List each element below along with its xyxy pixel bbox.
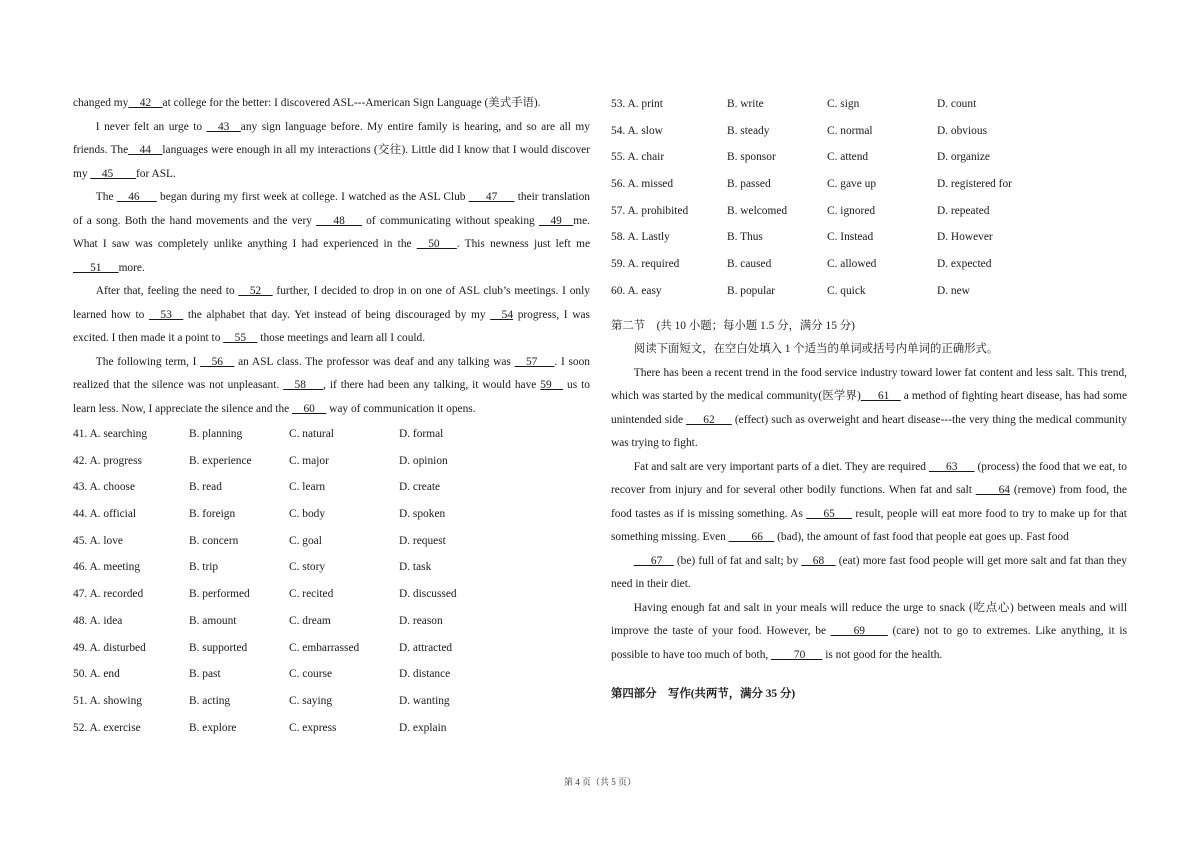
option-row-44: 44. A. official B. foreign C. body D. spoken [73,508,446,521]
passage-paragraph-4: After that, feeling the need to __52__ further, I decided to drop in on one of ASL club’s meetings. I only learned how to __53__ the alphabet that day. Yet instead of being discouraged by my __54 progress, I was excited. I then made it a point to __55__ those meetings and learn all I could. [73,285,590,344]
option-row-54: 54. A. slow B. steady C. normal D. obvious [611,124,987,137]
blank-66: ____66__ [728,531,775,543]
blank-62: ___62___ [686,413,732,426]
section-two-title: 第二节 (共 10 小题；每小题 1.5 分，满分 15 分) [611,319,855,332]
passage-paragraph-5: The following term, I __56__ an ASL class. The professor was deaf and any talking was __57___. I soon realized that the silence was not unpleasant. __58___, if there had been any talking, it would have 59__ us to learn less. Now, I appreciate the silence and the __60__ way of communication it opens. [73,355,591,415]
passage-paragraph-3: The __46___ began during my first week at college. I watched as the ASL Club ___47___ their translation of a song. Both the hand movements and the very ___48___ of communicating without speaking __49__me. What I saw was completely unlike anything I had experienced in the __50___. This newness just left me ___51___more. [73,191,590,274]
blank-43: __43__ [206,120,241,133]
blank-52: __52__ [238,285,273,297]
blank-53: __53__ [149,308,184,321]
blank-58: __58___ [283,379,324,391]
options-list-41-52 [73,421,590,741]
blank-64: ____64 [975,484,1010,496]
right-column [611,91,1127,707]
blank-65: ___65___ [806,507,852,520]
part-four-title: 第四部分 写作(共两节，满分 35 分) [611,688,796,700]
blank-57: __57___ [514,355,555,368]
blank-48: ___48___ [316,214,362,227]
blank-60: __60__ [292,402,327,415]
blank-51: ___51___ [73,261,119,274]
option-row-55: 55. A. chair B. sponsor C. attend D. organize [611,151,990,164]
blank-49: __49__ [539,214,574,227]
option-row-45: 45. A. love B. concern C. goal D. request [73,534,446,547]
blank-44: __44__ [128,144,163,156]
blank-46: __46___ [116,191,157,203]
options-list-53-60 [611,91,1127,305]
passage-paragraph-2: I never felt an urge to __43__any sign language before. My entire family is hearing, and so are all my friends. The__44__languages were enough in all my interactions (交往). Little did I know that I would discover my __45____for ASL. [73,120,590,180]
left-column [73,90,590,741]
page-footer: 第 4 页（共 5 页） [563,777,636,787]
blank-47: ___47___ [468,191,515,203]
option-row-53: 53. A. print B. write C. sign D. count [611,98,977,110]
blank-69: ____69____ [830,625,888,637]
option-row-41: 41. A. searching B. planning C. natural D. formal [73,428,444,440]
blank-54: __54 [490,308,514,321]
section-two-instruction: 阅读下面短文，在空白处填入 1 个适当的单词或括号内单词的正确形式。 [633,343,999,355]
blank-67: ___67__ [633,554,674,567]
option-row-46: 46. A. meeting B. trip C. story D. task [73,561,432,574]
option-row-52: 52. A. exercise B. explore C. express D. explain [73,721,447,734]
blank-56: __56__ [200,355,235,368]
grammar-paragraph-4: Having enough fat and salt in your meals will reduce the urge to snack (吃点心) between meals and will improve the taste of your food. However, be ____69____ (care) not to go to extremes. Like anything, it is possible to have too much of both, ____70___ is not good for the health. [611,601,1127,661]
option-row-60: 60. A. easy B. popular C. quick D. new [611,284,970,297]
option-row-50: 50. A. end B. past C. course D. distance [73,668,451,681]
option-row-43: 43. A. choose B. read C. learn D. create [73,481,441,494]
blank-45: __45____ [90,167,136,180]
passage-paragraph-1: changed my__42__at college for the better: I discovered ASL---American Sign Language (美式手语). [73,97,541,109]
blank-70: ____70___ [771,648,823,661]
blank-55: __55__ [223,332,258,344]
option-row-58: 58. A. Lastly B. Thus C. Instead D. However [611,231,993,244]
grammar-paragraph-3: ___67__ (be) full of fat and salt; by __68__ (eat) more fast food people will get more salt and fat than they need in their diet. [611,554,1127,590]
option-row-49: 49. A. disturbed B. supported C. embarrassed D. attracted [73,641,453,654]
blank-50: __50___ [416,238,457,250]
option-row-48: 48. A. idea B. amount C. dream D. reason [73,614,443,627]
blank-61: ___61__ [860,390,901,402]
grammar-paragraph-2: Fat and salt are very important parts of a diet. They are required ___63___ (process) the food that we eat, to recover from injury and for several other bodily functions. When fat and salt ____64 (remove) from food, the food tastes as if is missing something. As ___65___ result, people will eat more food to try to make up for that something missing. Even ____66__ (bad), the amount of fast food that people eat goes up. Fast food [611,460,1127,543]
grammar-paragraph-1: There has been a recent trend in the food service industry toward lower fat content and less salt. This trend, which was started by the medical community(医学界)___61__ a method of fighting heart disease, has had some unintended side ___62___ (effect) such as overweight and heart disease---the very thing the medical community was trying to fight. [611,366,1127,449]
option-row-47: 47. A. recorded B. performed C. recited D. discussed [73,588,457,601]
option-row-57: 57. A. prohibited B. welcomed C. ignored D. repeated [611,204,990,217]
blank-68: __68__ [801,554,836,567]
option-row-56: 56. A. missed B. passed C. gave up D. registered for [611,178,1012,191]
blank-42: __42__ [128,97,163,109]
option-row-51: 51. A. showing B. acting C. saying D. wanting [73,694,450,707]
blank-63: ___63___ [928,460,975,473]
option-row-42: 42. A. progress B. experience C. major D. opinion [73,454,448,467]
option-row-59: 59. A. required B. caused C. allowed D. expected [611,258,992,271]
blank-59: 59__ [540,379,564,391]
